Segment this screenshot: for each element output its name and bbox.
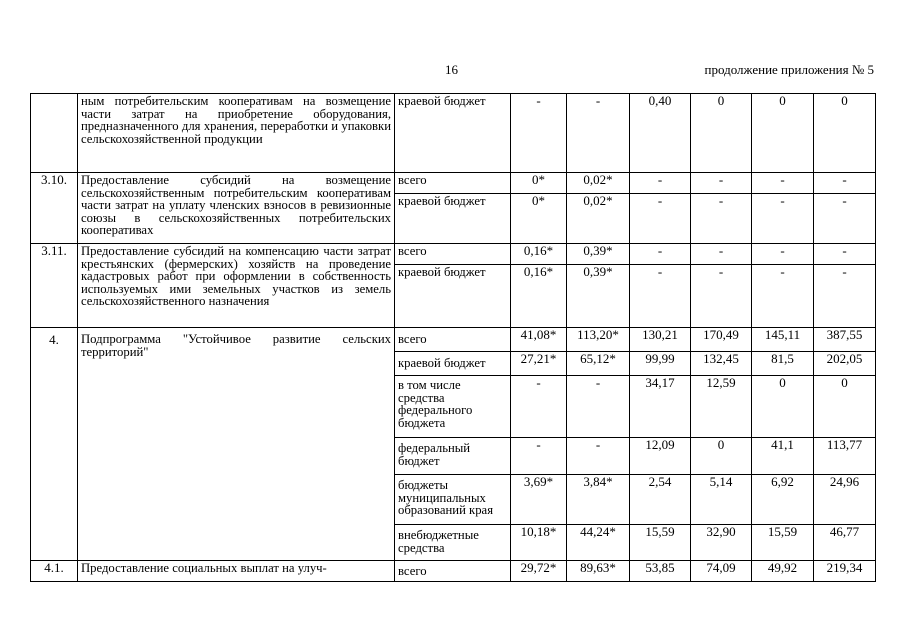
row-number: 4.	[31, 328, 78, 561]
value-cell: 74,09	[691, 561, 752, 582]
value-cell: -	[630, 173, 691, 194]
value-cell: 0	[814, 94, 876, 173]
value-cell: -	[630, 244, 691, 265]
value-cell: 12,09	[630, 438, 691, 475]
value-cell: -	[814, 265, 876, 328]
table-row	[31, 328, 876, 352]
value-cell: 46,77	[814, 525, 876, 561]
continuation-label: продолжение приложения № 5	[704, 62, 874, 77]
value-cell: 15,59	[752, 525, 814, 561]
value-cell: 0	[691, 438, 752, 475]
value-cell: 113,77	[814, 438, 876, 475]
value-cell: 6,92	[752, 475, 814, 525]
value-cell: -	[752, 194, 814, 244]
value-cell: 219,34	[814, 561, 876, 582]
value-cell: 27,21*	[511, 352, 567, 376]
page-number: 16	[445, 62, 458, 77]
row-number: 3.10.	[31, 173, 78, 244]
value-cell: -	[511, 94, 567, 173]
value-cell: -	[511, 376, 567, 438]
funding-source: краевой бюджет	[395, 94, 511, 173]
value-cell: -	[814, 173, 876, 194]
value-cell: 24,96	[814, 475, 876, 525]
value-cell: 2,54	[630, 475, 691, 525]
value-cell: 387,55	[814, 328, 876, 352]
value-cell: 3,84*	[567, 475, 630, 525]
value-cell: 113,20*	[567, 328, 630, 352]
value-cell: -	[567, 376, 630, 438]
value-cell: -	[567, 438, 630, 475]
row-description: Подпрограмма "Устойчивое развитие сельских территорий"	[78, 328, 395, 561]
table-row	[31, 244, 876, 265]
funding-source: всего	[395, 244, 511, 265]
value-cell: 0,02*	[567, 194, 630, 244]
value-cell: 132,45	[691, 352, 752, 376]
table-row	[31, 561, 876, 582]
value-cell: -	[814, 194, 876, 244]
value-cell: 41,1	[752, 438, 814, 475]
value-cell: -	[511, 438, 567, 475]
value-cell: 0	[752, 376, 814, 438]
value-cell: 32,90	[691, 525, 752, 561]
value-cell: 0,16*	[511, 265, 567, 328]
value-cell: -	[567, 94, 630, 173]
row-number	[31, 94, 78, 173]
funding-source: краевой бюджет	[395, 194, 511, 244]
value-cell: 5,14	[691, 475, 752, 525]
value-cell: -	[752, 265, 814, 328]
row-description: Предоставление субсидий на возмещение сельскохозяйственным потребительским кооперативам части затрат на уплату членских взносов в ревизионные союзы в сельскохозяйственных потребительских кооперативах	[78, 173, 395, 244]
value-cell: 0,16*	[511, 244, 567, 265]
value-cell: 15,59	[630, 525, 691, 561]
table-row	[31, 173, 876, 194]
value-cell: -	[691, 244, 752, 265]
funding-source: всего	[395, 173, 511, 194]
value-cell: 41,08*	[511, 328, 567, 352]
value-cell: 0*	[511, 173, 567, 194]
value-cell: 53,85	[630, 561, 691, 582]
funding-source: внебюджетные средства	[395, 525, 511, 561]
value-cell: -	[630, 194, 691, 244]
row-description: ным потребительским кооперативам на возмещение части затрат на приобретение оборудования, предназначенного для хранения, переработки и упаковки сельскохозяйственной продукции	[78, 94, 395, 173]
value-cell: 34,17	[630, 376, 691, 438]
funding-source: краевой бюджет	[395, 352, 511, 376]
row-description: Предоставление субсидий на компенсацию части затрат крестьянских (фермерских) хозяйств на проведение кадастровых работ при оформлении в собственность используемых ими земельных участков из земель сельскохозяйственного назначения	[78, 244, 395, 328]
value-cell: 10,18*	[511, 525, 567, 561]
value-cell: -	[752, 173, 814, 194]
budget-table	[30, 93, 876, 582]
value-cell: 0,39*	[567, 265, 630, 328]
value-cell: 81,5	[752, 352, 814, 376]
value-cell: 3,69*	[511, 475, 567, 525]
value-cell: 89,63*	[567, 561, 630, 582]
value-cell: 202,05	[814, 352, 876, 376]
value-cell: -	[691, 194, 752, 244]
funding-source: краевой бюджет	[395, 265, 511, 328]
funding-source: в том числе средства федерального бюджета	[395, 376, 511, 438]
row-number: 4.1.	[31, 561, 78, 582]
value-cell: 12,59	[691, 376, 752, 438]
value-cell: 170,49	[691, 328, 752, 352]
value-cell: -	[691, 173, 752, 194]
value-cell: 145,11	[752, 328, 814, 352]
value-cell: 99,99	[630, 352, 691, 376]
funding-source: федеральный бюджет	[395, 438, 511, 475]
value-cell: 0,40	[630, 94, 691, 173]
value-cell: 0*	[511, 194, 567, 244]
funding-source: всего	[395, 328, 511, 352]
value-cell: 130,21	[630, 328, 691, 352]
value-cell: 49,92	[752, 561, 814, 582]
value-cell: 0,02*	[567, 173, 630, 194]
table-row	[31, 94, 876, 173]
value-cell: 0	[814, 376, 876, 438]
value-cell: -	[691, 265, 752, 328]
value-cell: 44,24*	[567, 525, 630, 561]
value-cell: -	[814, 244, 876, 265]
value-cell: 0	[691, 94, 752, 173]
funding-source: всего	[395, 561, 511, 582]
value-cell: -	[752, 244, 814, 265]
row-number: 3.11.	[31, 244, 78, 328]
value-cell: -	[630, 265, 691, 328]
funding-source: бюджеты муниципальных образований края	[395, 475, 511, 525]
value-cell: 0,39*	[567, 244, 630, 265]
row-description: Предоставление социальных выплат на улуч-	[78, 561, 395, 582]
value-cell: 29,72*	[511, 561, 567, 582]
value-cell: 65,12*	[567, 352, 630, 376]
value-cell: 0	[752, 94, 814, 173]
